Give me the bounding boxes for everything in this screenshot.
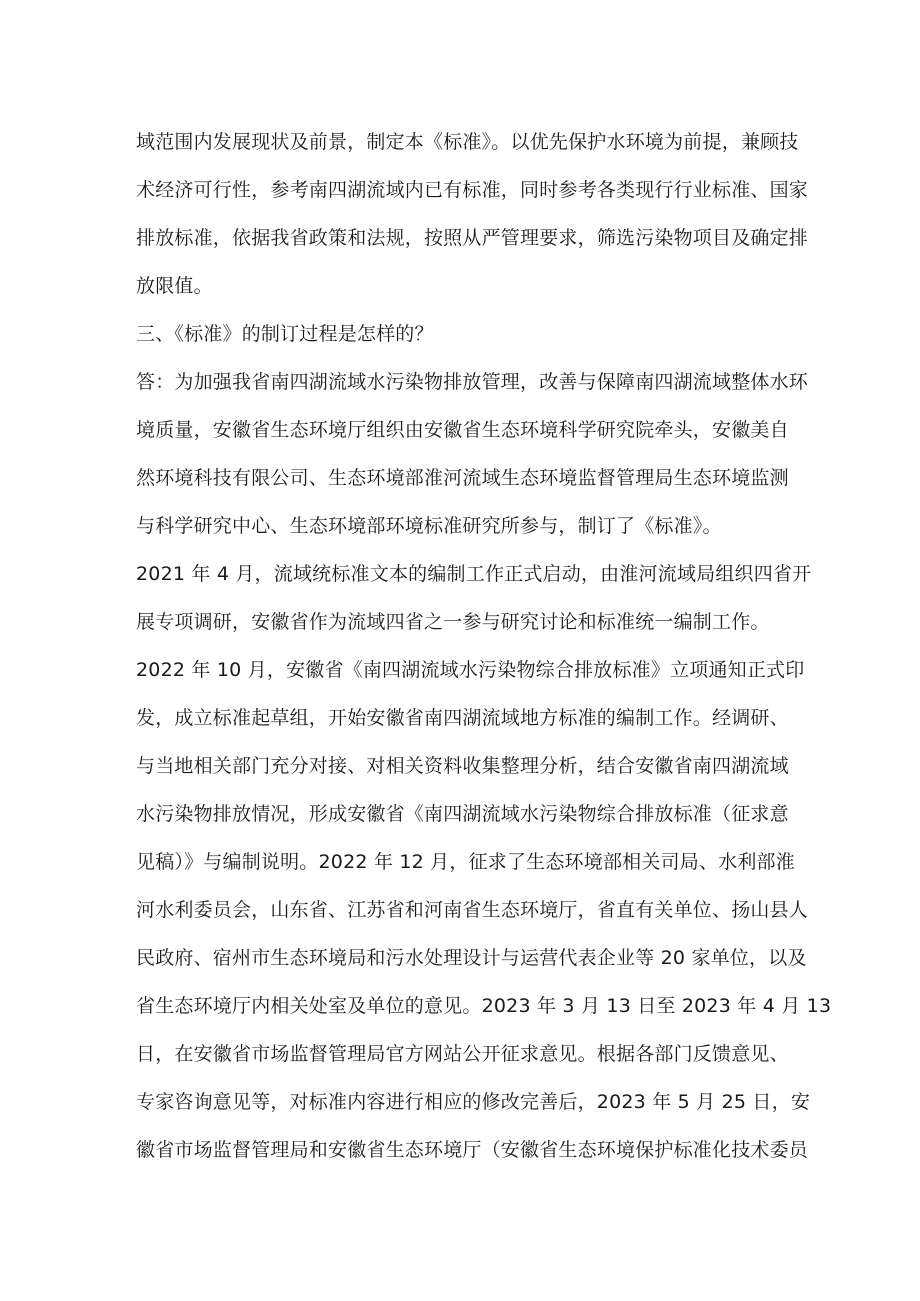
- text-line: 水污染物排放情况，形成安徽省《南四湖流域水污染物综合排放标准（征求意: [136, 803, 789, 825]
- section-heading: 三、《标准》的制订过程是怎样的？: [136, 323, 434, 345]
- text-line: 日，在安徽省市场监督管理局官方网站公开征求意见。根据各部门反馈意见、: [136, 1043, 789, 1065]
- text-line: 省生态环境厅内相关处室及单位的意见。2023 年 3 月 13 日至 2023 年 4 月 13: [136, 995, 832, 1017]
- text-line: 与科学研究中心、生态环境部环境标准研究所参与，制订了《标准》。: [136, 515, 722, 537]
- text-line: 排放标准，依据我省政策和法规，按照从严管理要求，筛选污染物项目及确定排: [136, 227, 809, 249]
- text-line: 发，成立标准起草组，开始安徽省南四湖流域地方标准的编制工作。经调研、: [136, 707, 789, 729]
- text-line: 答：为加强我省南四湖流域水污染物排放管理，改善与保障南四湖流域整体水环: [136, 371, 809, 393]
- text-line: 专家咨询意见等，对标准内容进行相应的修改完善后，2023 年 5 月 25 日，安: [136, 1091, 811, 1113]
- text-line: 放限值。: [136, 275, 213, 297]
- text-line: 见稿）》与编制说明。2022 年 12 月，征求了生态环境部相关司局、水利部淮: [136, 851, 795, 873]
- text-line: 境质量，安徽省生态环境厅组织由安徽省生态环境科学研究院牵头，安徽美自: [136, 419, 789, 441]
- text-line: 展专项调研，安徽省作为流域四省之一参与研究讨论和标准统一编制工作。: [136, 611, 770, 633]
- text-line: 与当地相关部门充分对接、对相关资料收集整理分析，结合安徽省南四湖流域: [136, 755, 789, 777]
- text-line: 术经济可行性，参考南四湖流域内已有标准，同时参考各类现行行业标准、国家: [136, 179, 809, 201]
- document-body: [136, 118, 832, 1174]
- text-line: 2022 年 10 月，安徽省《南四湖流域水污染物综合排放标准》立项通知正式印: [136, 659, 805, 681]
- text-line: 民政府、宿州市生态环境局和污水处理设计与运营代表企业等 20 家单位，以及: [136, 947, 807, 969]
- text-line: 2021 年 4 月，流域统标准文本的编制工作正式启动，由淮河流域局组织四省开: [136, 563, 812, 585]
- text-line: 徽省市场监督管理局和安徽省生态环境厅（安徽省生态环境保护标准化技术委员: [136, 1139, 809, 1161]
- text-line: 域范围内发展现状及前景，制定本《标准》。以优先保护水环境为前提，兼顾技: [136, 131, 799, 153]
- text-line: 河水利委员会，山东省、江苏省和河南省生态环境厅，省直有关单位、扬山县人: [136, 899, 809, 921]
- text-line: 然环境科技有限公司、生态环境部淮河流域生态环境监督管理局生态环境监测: [136, 467, 789, 489]
